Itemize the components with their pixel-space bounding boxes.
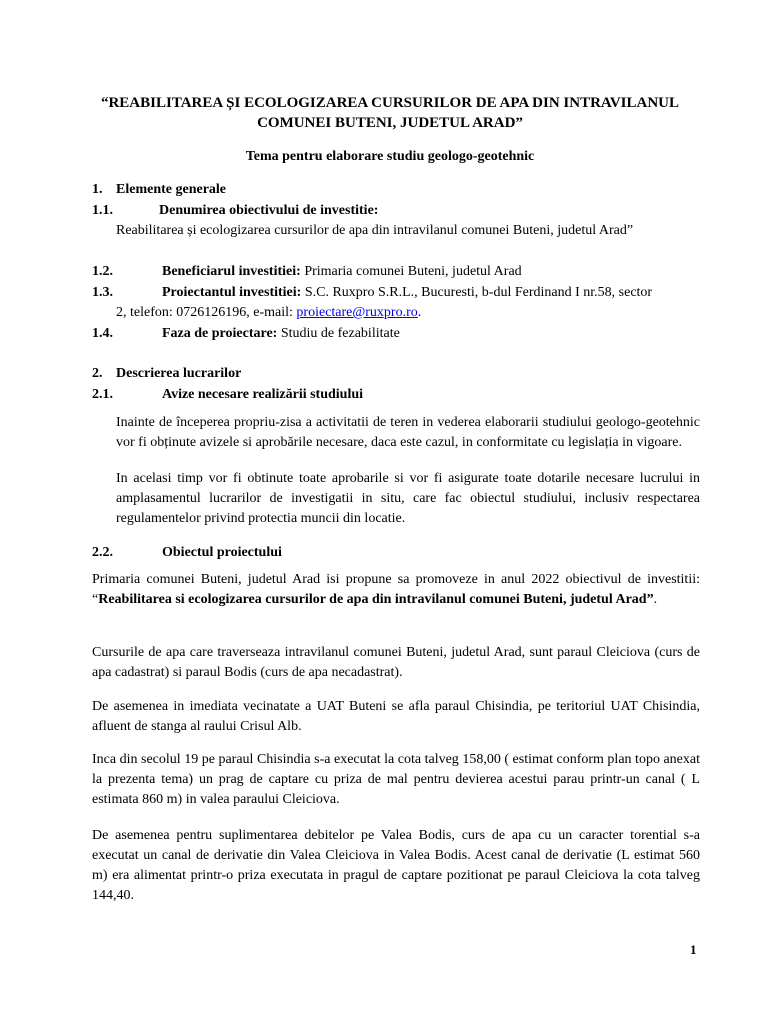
- item-1-2-row: [162, 262, 522, 282]
- title-line-2: COMUNEI BUTENI, JUDETUL ARAD”: [257, 115, 523, 131]
- item-1-4-text: Studiu de fezabilitate: [277, 326, 400, 341]
- item-1-4-row: [162, 324, 400, 344]
- item-2-1-number: 2.1.: [92, 387, 113, 402]
- item-1-3-label: Proiectantul investitiei:: [162, 285, 302, 300]
- section-2-number: 2.: [92, 366, 103, 381]
- paragraph-2-2-c: De asemenea in imediata vecinatate a UAT Buteni se afla paraul Chisindia, pe teritoriul UAT Chisindia, afluent de stanga al raului Crisul Alb.: [92, 699, 700, 734]
- paragraph-2-2-e: De asemenea pentru suplimentarea debitelor pe Valea Bodis, curs de apa cu un caracter torential s-a executat un canal de derivatie din Valea Cleiciova in Valea Bodis. Acest canal de derivatie (L estimat 560 m) era alimentat printr-o priza executata in pragul de captare pozitionat pe paraul Cleiciova la cota talveg 144,40.: [92, 828, 700, 903]
- title-line-1: “REABILITAREA ȘI ECOLOGIZAREA CURSURILOR DE APA DIN INTRAVILANUL: [100, 95, 680, 111]
- item-1-3-row: [162, 283, 652, 303]
- item-1-2-text: Primaria comunei Buteni, judetul Arad: [300, 264, 522, 279]
- paragraph-2-1-a: Inainte de începerea propriu-zisa a activitatii de teren in vederea elaborarii studiului geologo-geotehnic vor fi obținute avizele si aprobările necesare, daca este cazul, in conformitate cu legislația in vigoare.: [116, 415, 700, 450]
- item-1-3-number: 1.3.: [92, 285, 113, 300]
- item-1-3-contact: [116, 303, 421, 323]
- email-link[interactable]: proiectare@ruxpro.ro: [296, 305, 418, 320]
- section-2-heading: Descrierea lucrarilor: [116, 366, 242, 381]
- paragraph-2-2-a-intro: Primaria comunei Buteni, judetul Arad isi propune sa promoveze in anul 2022 obiectivul de investitii: “: [92, 572, 700, 607]
- paragraph-2-2-d: Inca din secolul 19 pe paraul Chisindia s-a executat la cota talveg 158,00 ( estimat conform plan topo anexat la prezenta tema) un prag de captare cu priza de mal pentru devierea acestui parau printr-un canal ( L estimata 860 m) in valea paraului Cleiciova.: [92, 752, 700, 807]
- paragraph-2-2-a-end: .: [653, 592, 658, 607]
- item-1-1-text: Reabilitarea și ecologizarea cursurilor de apa din intravilanul comunei Buteni, judetul Arad”: [116, 223, 634, 238]
- item-1-2-number: 1.2.: [92, 264, 113, 279]
- paragraph-2-2-b: Cursurile de apa care traverseaza intravilanul comunei Buteni, judetul Arad, sunt paraul Cleiciova (curs de apa cadastrat) si paraul Bodis (curs de apa necadastrat).: [92, 645, 700, 680]
- item-1-3-text: S.C. Ruxpro S.R.L., Bucuresti, b-dul Ferdinand I nr.58, sector: [301, 285, 653, 300]
- item-1-1-label: Denumirea obiectivului de investitie:: [159, 203, 379, 218]
- paragraph-2-1-b: In acelasi timp vor fi obtinute toate aprobarile si vor fi asigurate toate dotarile necesare lucrului in amplasamentul lucrarilor de investigatii in situ, care fac obiectul studiului, inclusiv respectarea regulamentelor privind protectia muncii din locatie.: [116, 471, 700, 526]
- item-2-2-label: Obiectul proiectului: [162, 545, 282, 560]
- item-1-3-period: .: [417, 305, 422, 320]
- section-1-number: 1.: [92, 182, 103, 197]
- paragraph-2-2-a: [92, 570, 700, 610]
- project-name: Reabilitarea si ecologizarea cursurilor de apa din intravilanul comunei Buteni, judetul Arad”: [98, 592, 654, 607]
- item-1-4-number: 1.4.: [92, 326, 113, 341]
- document-subtitle: Tema pentru elaborare studiu geologo-geotehnic: [245, 149, 535, 164]
- item-1-1-number: 1.1.: [92, 203, 113, 218]
- item-1-2-label: Beneficiarul investitiei:: [162, 264, 301, 279]
- item-1-3-phone: 2, telefon: 0726126196, e-mail:: [116, 305, 297, 320]
- item-2-2-number: 2.2.: [92, 545, 113, 560]
- item-2-1-label: Avize necesare realizării studiului: [162, 387, 364, 402]
- item-1-4-label: Faza de proiectare:: [162, 326, 278, 341]
- page-number: 1: [690, 942, 697, 957]
- document-title: [80, 93, 700, 133]
- section-1-heading: Elemente generale: [116, 182, 227, 197]
